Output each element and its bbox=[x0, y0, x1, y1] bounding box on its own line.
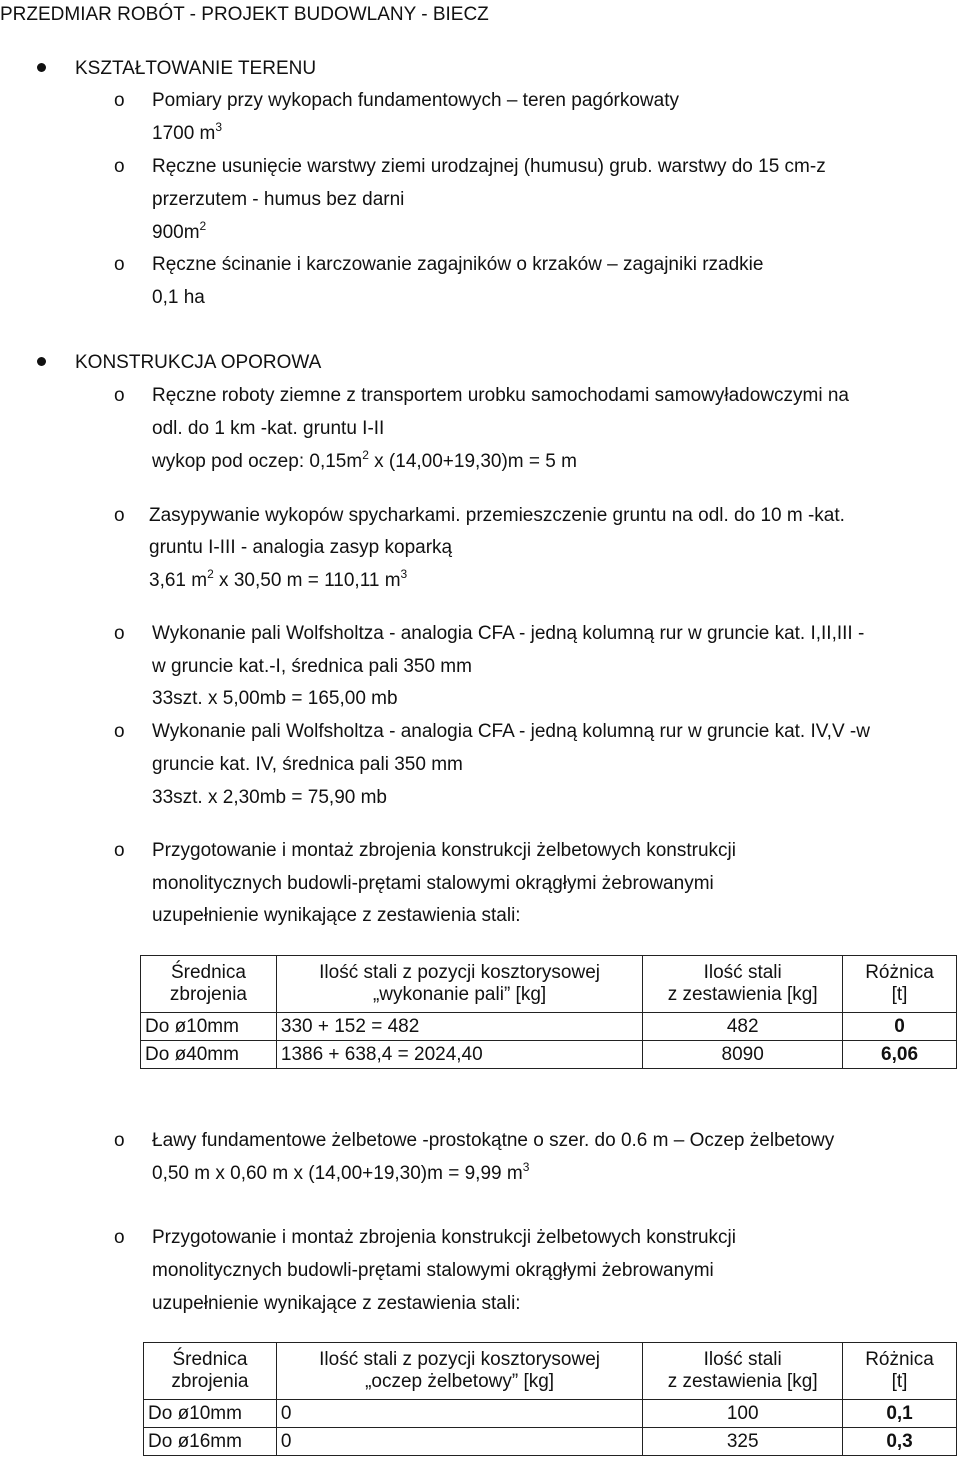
item-quantity: $900m^2$ bbox=[152, 219, 207, 243]
item-calculation: 33szt. x 5,00mb = 165,00 mb bbox=[152, 688, 398, 709]
bullet-icon bbox=[37, 357, 46, 366]
table-header-row bbox=[141, 956, 957, 1013]
item-text: Ręczne usunięcie warstwy ziemi urodzajnej (humusu) grub. warstwy do 15 cm-z bbox=[152, 156, 826, 177]
item-text-cont: uzupełnienie wynikające z zestawienia stali: bbox=[152, 905, 521, 926]
header-estimate-qty: Ilość stali z pozycji kosztorysowej „wykonanie pali” [kg] bbox=[276, 956, 642, 1013]
cell-calc: 0 bbox=[276, 1428, 642, 1456]
sub-bullet-icon: o bbox=[114, 254, 125, 275]
cell-difference: 0,1 bbox=[843, 1400, 957, 1428]
cell-qty: 100 bbox=[643, 1400, 843, 1428]
cell-calc: 1386 + 638,4 = 2024,40 bbox=[276, 1041, 642, 1069]
item-text: Ławy fundamentowe żelbetowe -prostokątne o szer. do 0.6 m – Oczep żelbetowy bbox=[152, 1130, 835, 1151]
sub-bullet-icon: o bbox=[114, 623, 125, 644]
item-text-cont: monolitycznych budowli-prętami stalowymi okrągłymi żebrowanymi bbox=[152, 1260, 714, 1281]
item-quantity: 1700 $m^3$ bbox=[152, 120, 223, 144]
sub-bullet-icon: o bbox=[114, 721, 125, 742]
item-quantity: 0,1 ha bbox=[152, 287, 205, 308]
cell-diameter: Do ø16mm bbox=[144, 1428, 277, 1456]
item-text: Przygotowanie i montaż zbrojenia konstrukcji żelbetowych konstrukcji bbox=[152, 840, 736, 861]
cell-calc: 330 + 152 = 482 bbox=[276, 1013, 642, 1041]
item-calculation: 0,50 m x 0,60 m x (14,00+19,30)m = 9,99 $m^3$ bbox=[152, 1160, 530, 1184]
header-estimate-qty: Ilość stali z pozycji kosztorysowej „oczep żelbetowy” [kg] bbox=[276, 1343, 642, 1400]
section-heading-retaining: KONSTRUKCJA OPOROWA bbox=[75, 352, 322, 373]
item-calculation: 3,61 $m^2$ x 30,50 m = 110,11 $m^3$ bbox=[149, 567, 408, 591]
item-calculation: wykop pod oczep: $0,15m^2$ x (14,00+19,30)m = 5 m bbox=[152, 448, 577, 472]
cell-difference: 0 bbox=[843, 1013, 957, 1041]
item-text-cont: w gruncie kat.-I, średnica pali 350 mm bbox=[152, 656, 472, 677]
header-diameter: Średnica zbrojenia bbox=[141, 956, 277, 1013]
item-text-cont: gruncie kat. IV, średnica pali 350 mm bbox=[152, 754, 463, 775]
item-text: Ręczne roboty ziemne z transportem urobku samochodami samowyładowczymi na bbox=[152, 385, 849, 406]
header-diameter: Średnica zbrojenia bbox=[144, 1343, 277, 1400]
item-text-cont: monolitycznych budowli-prętami stalowymi okrągłymi żebrowanymi bbox=[152, 873, 714, 894]
table-row bbox=[141, 1041, 957, 1069]
item-text: Wykonanie pali Wolfsholtza - analogia CFA - jedną kolumną rur w gruncie kat. IV,V -w bbox=[152, 721, 870, 742]
cell-difference: 0,3 bbox=[843, 1428, 957, 1456]
steel-table-cap-beam bbox=[143, 1342, 957, 1456]
steel-table-piles bbox=[140, 955, 957, 1069]
sub-bullet-icon: o bbox=[114, 1227, 125, 1248]
table-row bbox=[144, 1400, 957, 1428]
cell-difference: 6,06 bbox=[843, 1041, 957, 1069]
cell-diameter: Do ø40mm bbox=[141, 1041, 277, 1069]
header-difference: Różnica [t] bbox=[843, 1343, 957, 1400]
cell-qty: 8090 bbox=[643, 1041, 843, 1069]
item-text: Wykonanie pali Wolfsholtza - analogia CFA - jedną kolumną rur w gruncie kat. I,II,III - bbox=[152, 623, 865, 644]
item-text-cont: odl. do 1 km -kat. gruntu I-II bbox=[152, 418, 385, 439]
table-row bbox=[141, 1013, 957, 1041]
item-text: Pomiary przy wykopach fundamentowych – teren pagórkowaty bbox=[152, 90, 679, 111]
sub-bullet-icon: o bbox=[114, 840, 125, 861]
item-text: Przygotowanie i montaż zbrojenia konstrukcji żelbetowych konstrukcji bbox=[152, 1227, 736, 1248]
header-schedule-qty: Ilość stali z zestawienia [kg] bbox=[643, 956, 843, 1013]
sub-bullet-icon: o bbox=[114, 1130, 125, 1151]
header-difference: Różnica [t] bbox=[843, 956, 957, 1013]
cell-calc: 0 bbox=[276, 1400, 642, 1428]
item-text-cont: gruntu I-III - analogia zasyp koparką bbox=[149, 537, 453, 558]
item-text-cont: uzupełnienie wynikające z zestawienia stali: bbox=[152, 1293, 521, 1314]
document-title: PRZEDMIAR ROBÓT - PROJEKT BUDOWLANY - BIECZ bbox=[0, 4, 489, 25]
sub-bullet-icon: o bbox=[114, 156, 125, 177]
cell-diameter: Do ø10mm bbox=[141, 1013, 277, 1041]
sub-bullet-icon: o bbox=[114, 90, 125, 111]
table-header-row bbox=[144, 1343, 957, 1400]
cell-qty: 482 bbox=[643, 1013, 843, 1041]
item-text: Ręczne ścinanie i karczowanie zagajników o krzaków – zagajniki rzadkie bbox=[152, 254, 764, 275]
item-text-cont: przerzutem - humus bez darni bbox=[152, 189, 405, 210]
cell-qty: 325 bbox=[643, 1428, 843, 1456]
sub-bullet-icon: o bbox=[114, 505, 125, 526]
table-row bbox=[144, 1428, 957, 1456]
header-schedule-qty: Ilość stali z zestawienia [kg] bbox=[643, 1343, 843, 1400]
cell-diameter: Do ø10mm bbox=[144, 1400, 277, 1428]
bullet-icon bbox=[37, 63, 46, 72]
section-heading-terrain: KSZTAŁTOWANIE TERENU bbox=[75, 58, 317, 79]
item-text: Zasypywanie wykopów spycharkami. przemieszczenie gruntu na odl. do 10 m -kat. bbox=[149, 505, 845, 526]
sub-bullet-icon: o bbox=[114, 385, 125, 406]
item-calculation: 33szt. x 2,30mb = 75,90 mb bbox=[152, 787, 387, 808]
